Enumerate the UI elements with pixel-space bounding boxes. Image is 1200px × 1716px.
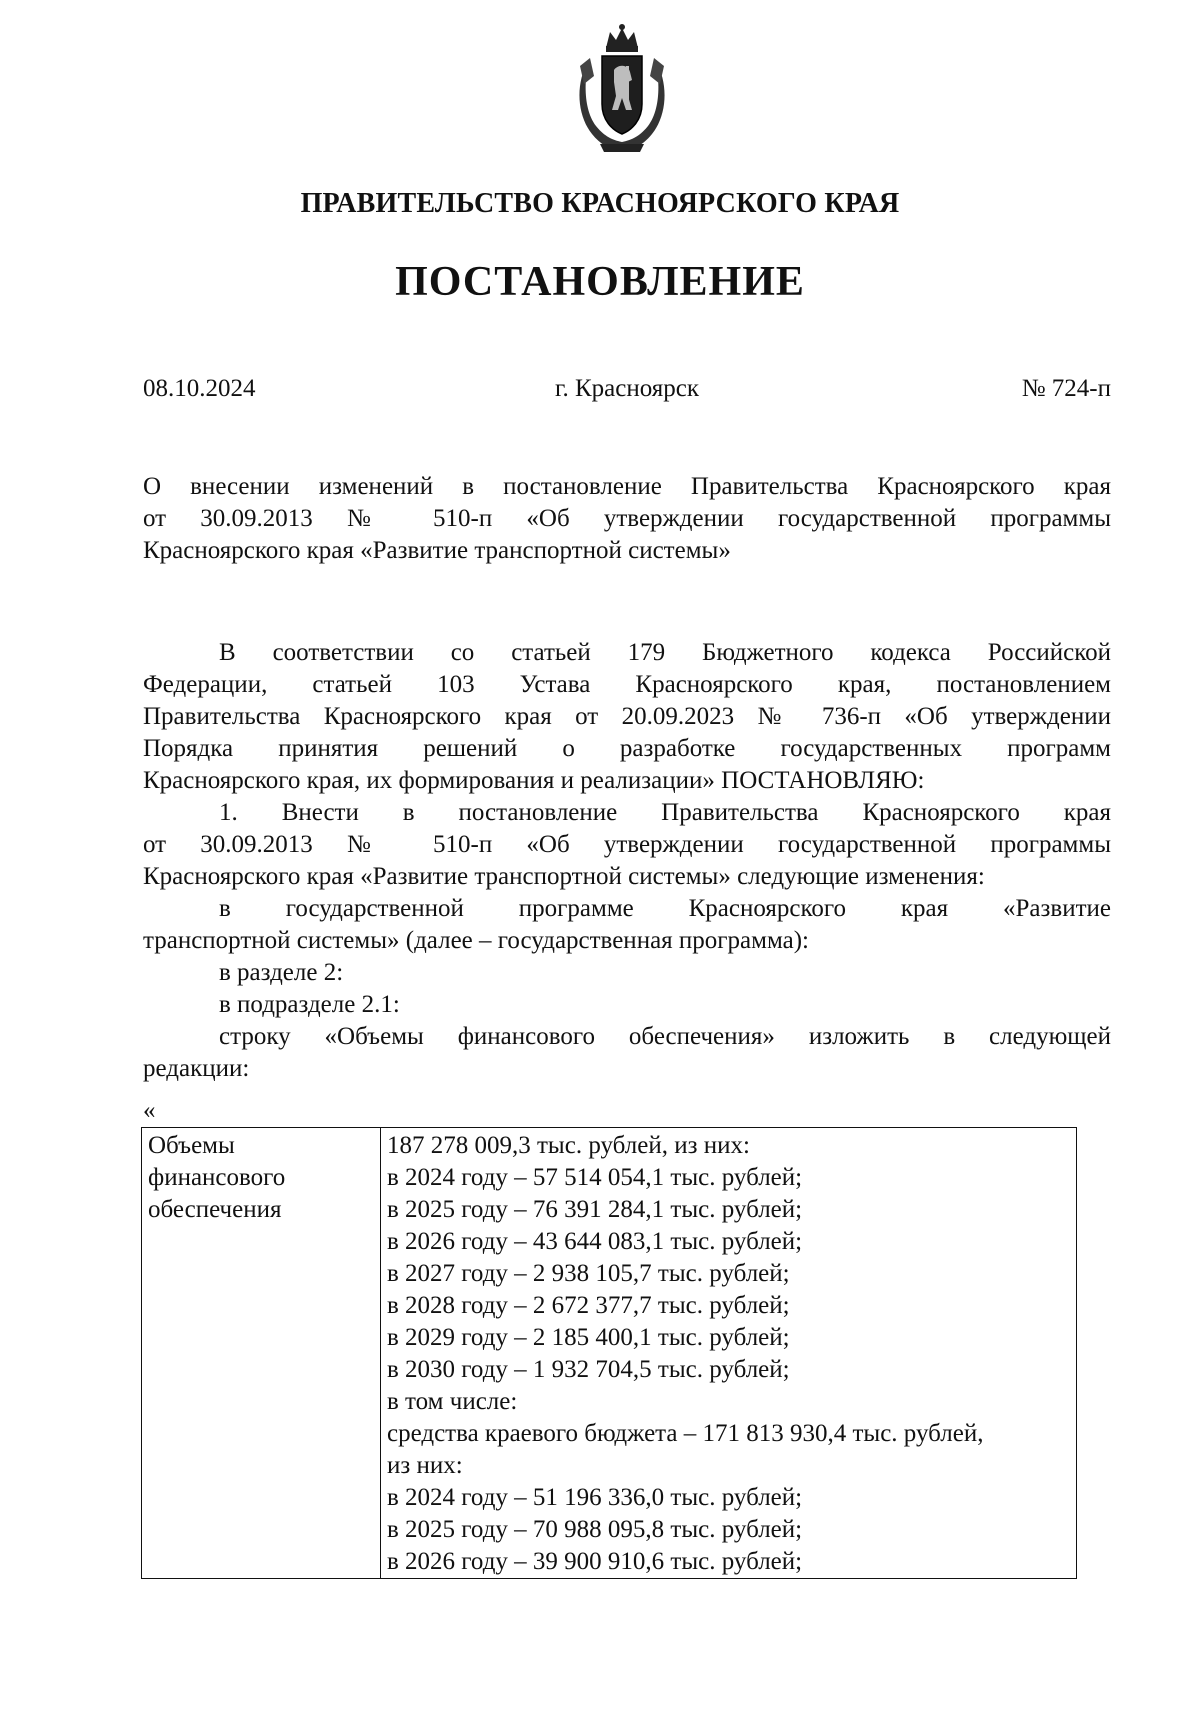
subject-line: Красноярского края «Развитие транспортной системы» [143,537,731,564]
document-date: 08.10.2024 [143,375,256,402]
document-meta [143,375,1111,409]
label-line: обеспечения [148,1196,282,1223]
document-number: № 724-п [1021,375,1111,402]
label-line: Объемы [148,1132,235,1159]
body-line: В соответствии со статьей 179 Бюджетного кодекса Российской [219,639,1111,666]
value-line: из них: [387,1452,463,1479]
document-type: ПОСТАНОВЛЕНИЕ [395,259,805,305]
body-line: строку «Объемы финансового обеспечения» изложить в следующей [219,1023,1111,1050]
value-line: в 2025 году – 70 988 095,8 тыс. рублей; [387,1516,803,1543]
value-line: в 2024 году – 57 514 054,1 тыс. рублей; [387,1164,803,1191]
document-subject [143,471,1111,567]
body-line: в подразделе 2.1: [219,991,400,1018]
subject-line: О внесении изменений в постановление Правительства Красноярского края [143,473,1111,500]
value-line: в 2024 году – 51 196 336,0 тыс. рублей; [387,1484,803,1511]
value-line: в 2029 году – 2 185 400,1 тыс. рублей; [387,1324,790,1351]
value-line: 187 278 009,3 тыс. рублей, из них: [387,1132,750,1159]
body-line: Красноярского края, их формирования и реализации» ПОСТАНОВЛЯЮ: [143,767,925,794]
table-label-cell [142,1128,381,1579]
body-line: редакции: [143,1055,250,1082]
document-city: г. Красноярск [555,375,699,402]
body-line: Красноярского края «Развитие транспортной системы» следующие изменения: [143,863,985,890]
financing-table [141,1127,1077,1579]
government-name: ПРАВИТЕЛЬСТВО КРАСНОЯРСКОГО КРАЯ [300,188,900,219]
subject-line: от 30.09.2013 № 510-п «Об утверждении государственной программы [143,505,1111,532]
table-row [142,1128,1077,1579]
body-line: 1. Внести в постановление Правительства Красноярского края [219,799,1111,826]
body-line: от 30.09.2013 № 510-п «Об утверждении государственной программы [143,831,1111,858]
value-line: в том числе: [387,1388,518,1415]
body-line: транспортной системы» (далее – государственная программа): [143,927,809,954]
body-line: в разделе 2: [219,959,344,986]
krasnoyarsk-coat-of-arms-icon [570,22,674,158]
opening-quote: « [143,1097,156,1124]
value-line: в 2026 году – 43 644 083,1 тыс. рублей; [387,1228,803,1255]
table-value-cell [381,1128,1077,1579]
value-line: средства краевого бюджета – 171 813 930,4 тыс. рублей, [387,1420,984,1447]
label-line: финансового [148,1164,286,1191]
document-body [143,637,1111,1085]
body-line: Федерации, статьей 103 Устава Красноярского края, постановлением [143,671,1111,698]
value-line: в 2025 году – 76 391 284,1 тыс. рублей; [387,1196,803,1223]
body-line: Порядка принятия решений о разработке государственных программ [143,735,1111,762]
body-line: Правительства Красноярского края от 20.09.2023 № 736-п «Об утверждении [143,703,1111,730]
value-line: в 2026 году – 39 900 910,6 тыс. рублей; [387,1548,803,1575]
value-line: в 2027 году – 2 938 105,7 тыс. рублей; [387,1260,790,1287]
value-line: в 2028 году – 2 672 377,7 тыс. рублей; [387,1292,790,1319]
value-line: в 2030 году – 1 932 704,5 тыс. рублей; [387,1356,790,1383]
body-line: в государственной программе Красноярского края «Развитие [219,895,1111,922]
